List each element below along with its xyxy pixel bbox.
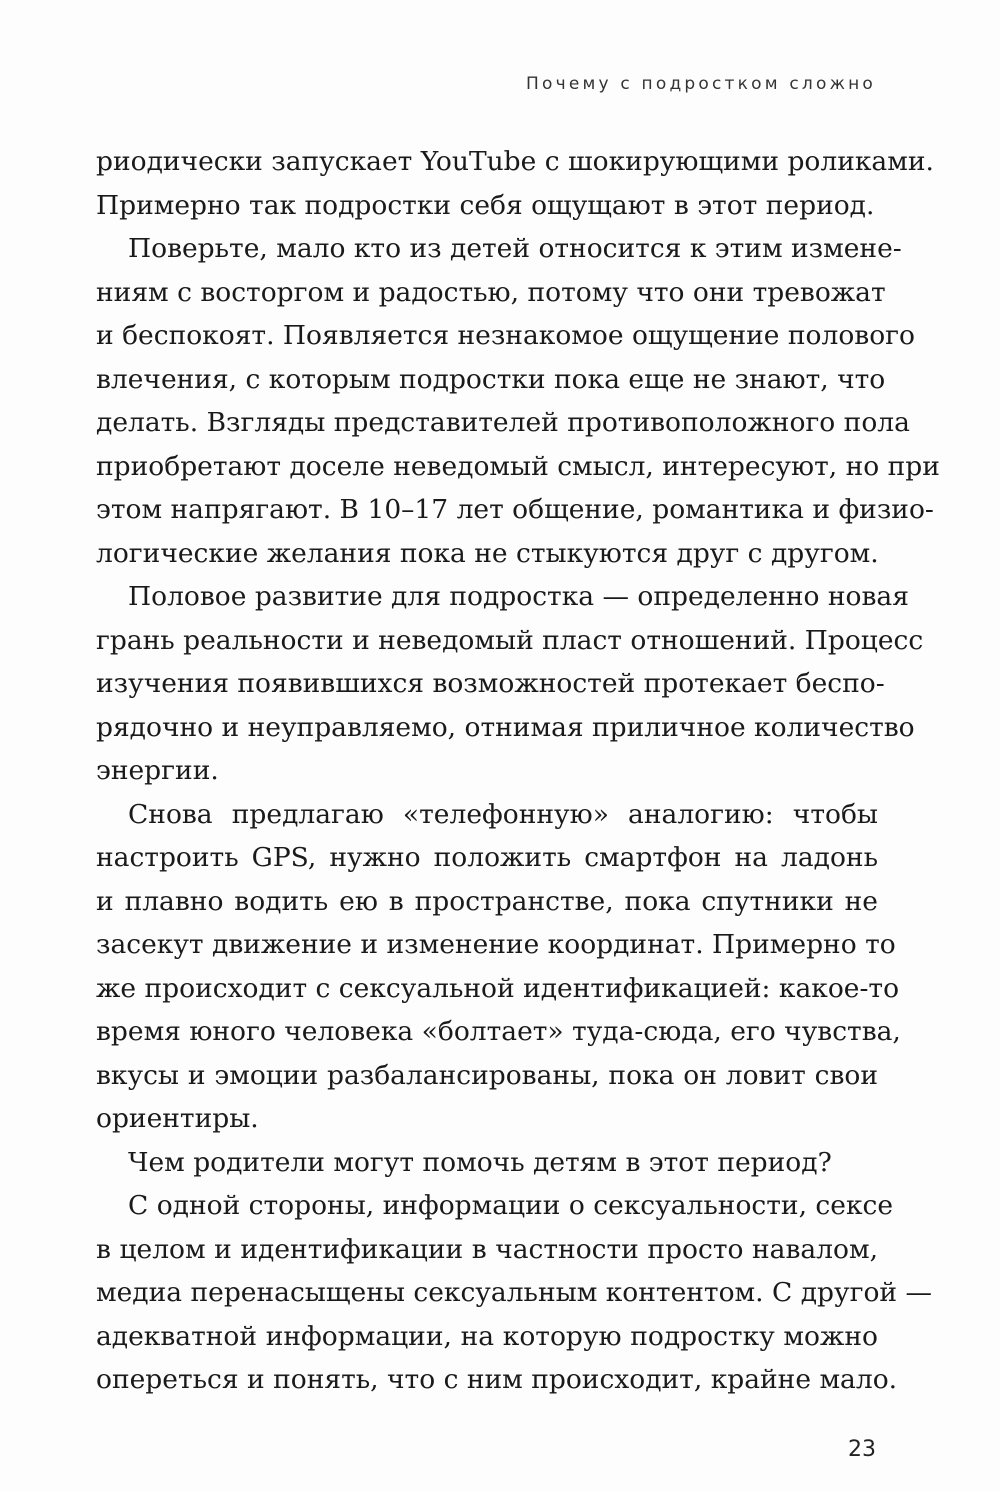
text-line: Снова предлагаю «телефонную» аналогию: чтобы [128,798,878,830]
text-line: Чем родители могут помочь детям в этот период? [128,1146,832,1178]
text-line: влечения, с которым подростки пока еще не знают, что [96,363,886,395]
text-line: настроить GPS, нужно положить смартфон на ладонь [96,842,878,873]
running-header: Почему с подростком сложно [526,74,876,94]
text-line: делать. Взгляды представителей противоположного пола [96,407,910,438]
text-line: ниям с восторгом и радостью, потому что они тревожат [96,276,886,308]
text-line: рядочно и неуправляемо, отнимая приличное количество [96,711,915,743]
text-line: риодически запускает YouTube с шокирующими роликами. [96,146,934,177]
text-line: опереться и понять, что с ним происходит, крайне мало. [96,1364,898,1395]
text-line: в целом и идентификации в частности просто навалом, [96,1233,878,1265]
text-line: энергии. [96,755,219,786]
text-line: Поверьте, мало кто из детей относится к этим измене- [128,233,902,264]
text-line: вкусы и эмоции разбалансированы, пока он ловит свои [96,1059,878,1091]
text-line: Примерно так подростки себя ощущают в этот период. [96,189,875,221]
text-line: приобретают доселе неведомый смысл, интересуют, но при [96,450,940,482]
text-line: грань реальности и неведомый пласт отношений. Процесс [96,624,924,656]
paragraph [96,575,924,793]
text-line: ориентиры. [96,1103,259,1134]
text-line: адекватной информации, на которую подростку можно [96,1320,878,1352]
page-number: 23 [848,1437,876,1462]
paragraph [96,227,940,575]
text-line: изучения появившихся возможностей протекает беспо- [96,668,885,699]
paragraph [96,1184,933,1402]
text-line: время юного человека «болтает» туда-сюда, его чувства, [96,1016,901,1047]
paragraph-continuation [96,140,934,227]
text-line: этом напрягают. В 10–17 лет общение, романтика и физио- [96,494,934,525]
text-line: и плавно водить ею в пространстве, пока спутники не [96,885,878,917]
text-line: же происходит с сексуальной идентификацией: какое-то [96,972,900,1004]
text-line: Половое развитие для подростка — определенно новая [128,581,909,612]
paragraph-question [96,1141,878,1185]
body-text [96,140,940,1402]
text-line: засекут движение и изменение координат. Примерно то [96,929,896,960]
paragraph [96,793,901,1141]
text-line: С одной стороны, информации о сексуальности, сексе [128,1190,894,1221]
text-line: логические желания пока не стыкуются друг с другом. [96,537,879,569]
text-line: и беспокоят. Появляется незнакомое ощущение полового [96,320,916,351]
text-line: медиа перенасыщены сексуальным контентом. С другой — [96,1277,933,1308]
